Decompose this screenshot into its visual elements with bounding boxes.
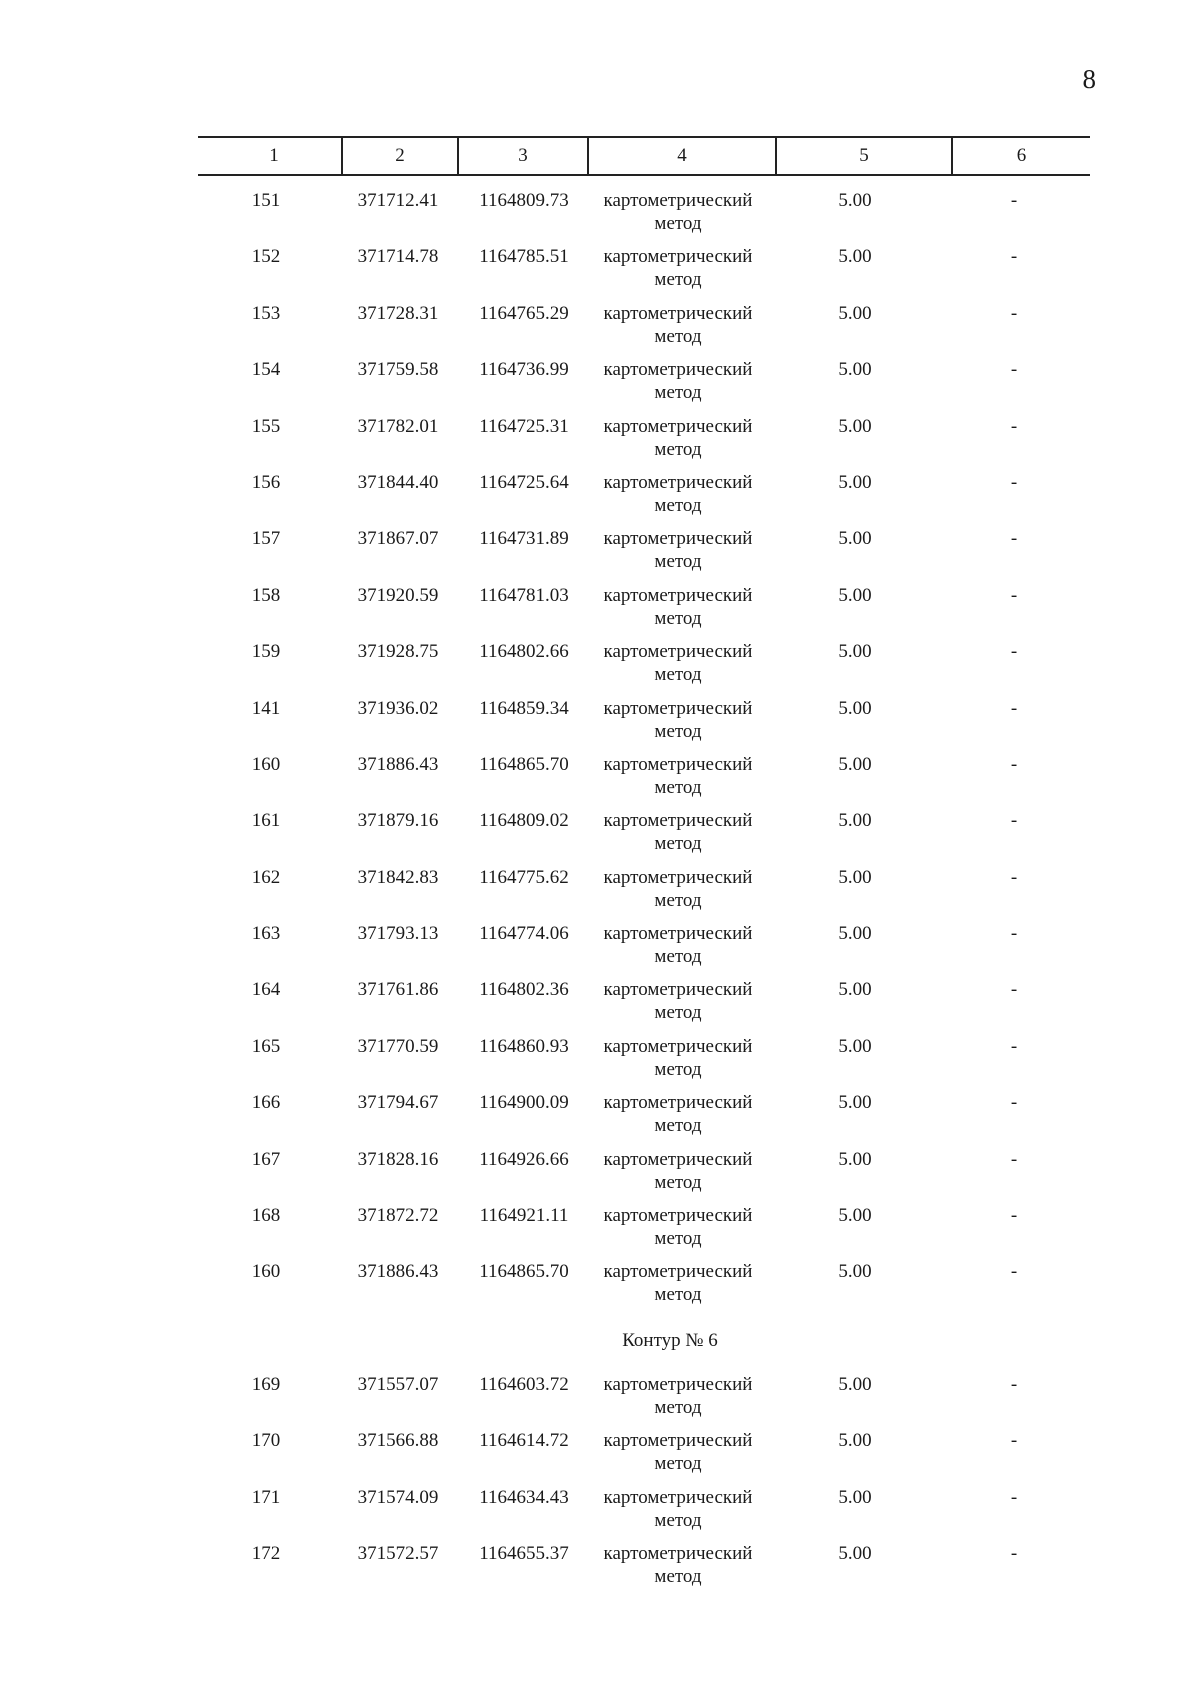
method-line-2: метод: [654, 1058, 702, 1080]
coordinate-y: 1164725.31: [479, 415, 569, 437]
method-line-1: картометрический: [603, 190, 753, 211]
method: [584, 302, 772, 348]
coordinate-x: 371712.41: [357, 190, 439, 211]
coordinate-x: 371782.01: [357, 415, 439, 437]
method: [584, 1204, 772, 1250]
coordinate-y: 1164865.70: [479, 753, 569, 775]
method-line-2: метод: [654, 664, 702, 686]
table-row: [0, 1091, 1200, 1147]
table-row: [0, 753, 1200, 809]
coordinate-y: 1164809.73: [479, 190, 569, 211]
precision: 5.00: [838, 359, 872, 381]
point-number: 154: [251, 359, 281, 381]
description: -: [1010, 359, 1018, 381]
method: [584, 358, 772, 404]
coordinate-y: 1164900.09: [479, 1092, 569, 1114]
method-line-2: метод: [654, 1228, 702, 1250]
coordinate-y: 1164785.51: [479, 246, 569, 268]
precision: 5.00: [838, 697, 872, 719]
table-row: [0, 415, 1200, 471]
description: -: [1010, 1205, 1018, 1227]
precision: 5.00: [838, 1148, 872, 1170]
table-row: [0, 866, 1200, 922]
method-line-1: картометрический: [603, 1205, 753, 1227]
precision: 5.00: [838, 415, 872, 437]
point-number: 159: [251, 641, 281, 663]
point-number: 166: [251, 1092, 281, 1114]
table-row: [0, 1148, 1200, 1204]
coordinate-x: 371557.07: [357, 1373, 439, 1395]
method-line-1: картометрический: [603, 1261, 753, 1283]
coordinate-y: 1164809.02: [479, 810, 569, 832]
table-row: [0, 245, 1200, 301]
method-line-1: картометрический: [603, 641, 753, 663]
coordinate-x: 371761.86: [357, 979, 439, 1001]
coordinate-x: 371572.57: [357, 1542, 439, 1564]
coordinate-y: 1164865.70: [479, 1261, 569, 1283]
method-line-1: картометрический: [603, 415, 753, 437]
header-col-6: 6: [1016, 145, 1027, 166]
contour-5-rows: [0, 189, 1200, 1317]
coordinate-y: 1164614.72: [479, 1430, 569, 1452]
coordinate-x: 371793.13: [357, 923, 439, 945]
method: [584, 245, 772, 291]
point-number: 165: [251, 1035, 281, 1057]
point-number: 155: [251, 415, 281, 437]
description: -: [1010, 1261, 1018, 1283]
method-line-2: метод: [654, 1171, 702, 1193]
table-row: [0, 697, 1200, 753]
method-line-1: картометрический: [603, 1373, 753, 1395]
method-line-2: метод: [654, 1002, 702, 1024]
description: -: [1010, 1542, 1018, 1564]
coordinate-y: 1164774.06: [479, 923, 569, 945]
precision: 5.00: [838, 1261, 872, 1283]
table-row: [0, 809, 1200, 865]
precision: 5.00: [838, 528, 872, 550]
coordinate-x: 371936.02: [357, 697, 439, 719]
precision: 5.00: [838, 1092, 872, 1114]
description: -: [1010, 1035, 1018, 1057]
method-line-1: картометрический: [603, 302, 753, 324]
description: -: [1010, 302, 1018, 324]
point-number: 153: [251, 302, 281, 324]
coordinate-y: 1164736.99: [479, 359, 569, 381]
coordinate-x: 371828.16: [357, 1148, 439, 1170]
point-number: 152: [251, 246, 281, 268]
coordinate-y: 1164781.03: [479, 584, 569, 606]
coordinate-y: 1164603.72: [479, 1373, 569, 1395]
point-number: 168: [251, 1205, 281, 1227]
point-number: 171: [251, 1486, 281, 1508]
point-number: 162: [251, 866, 281, 888]
table-row: [0, 1035, 1200, 1091]
precision: 5.00: [838, 584, 872, 606]
coordinate-x: 371844.40: [357, 471, 439, 493]
method: [584, 866, 772, 912]
table-row: [0, 527, 1200, 583]
precision: 5.00: [838, 190, 872, 211]
precision: 5.00: [838, 810, 872, 832]
coordinate-y: 1164921.11: [479, 1205, 569, 1227]
point-number: 169: [251, 1373, 281, 1395]
coordinate-y: 1164765.29: [479, 302, 569, 324]
coordinate-x: 371770.59: [357, 1035, 439, 1057]
method-line-2: метод: [654, 1509, 702, 1531]
description: -: [1010, 415, 1018, 437]
method-line-1: картометрический: [603, 1092, 753, 1114]
method-line-1: картометрический: [603, 246, 753, 268]
table-row: [0, 922, 1200, 978]
coordinate-x: 371759.58: [357, 359, 439, 381]
precision: 5.00: [838, 866, 872, 888]
precision: 5.00: [838, 753, 872, 775]
method: [584, 584, 772, 630]
method-line-1: картометрический: [603, 1035, 753, 1057]
method: [584, 1486, 772, 1532]
description: -: [1010, 641, 1018, 663]
precision: 5.00: [838, 1486, 872, 1508]
point-number: 158: [251, 584, 281, 606]
method-line-2: метод: [654, 325, 702, 347]
method-line-1: картометрический: [603, 1486, 753, 1508]
method-line-1: картометрический: [603, 866, 753, 888]
method-line-2: метод: [654, 607, 702, 629]
precision: 5.00: [838, 923, 872, 945]
description: -: [1010, 697, 1018, 719]
method-line-1: картометрический: [603, 753, 753, 775]
method-line-2: метод: [654, 551, 702, 573]
coordinate-x: 371920.59: [357, 584, 439, 606]
method-line-1: картометрический: [603, 979, 753, 1001]
method: [584, 640, 772, 686]
header-col-2: 2: [395, 145, 405, 166]
table-row: [0, 1486, 1200, 1542]
table-row: [0, 1542, 1200, 1598]
method-line-2: метод: [654, 1565, 702, 1587]
method-line-2: метод: [654, 833, 702, 855]
method: [584, 1260, 772, 1306]
description: -: [1010, 866, 1018, 888]
description: -: [1010, 1148, 1018, 1170]
description: -: [1010, 471, 1018, 493]
method-line-1: картометрический: [603, 697, 753, 719]
method: [584, 753, 772, 799]
method: [584, 527, 772, 573]
coordinate-y: 1164802.36: [479, 979, 569, 1001]
coordinate-x: 371574.09: [357, 1486, 439, 1508]
precision: 5.00: [838, 1205, 872, 1227]
method-line-2: метод: [654, 1453, 702, 1475]
contour-heading: [0, 1317, 1200, 1373]
table-row: [0, 358, 1200, 414]
coordinate-y: 1164731.89: [479, 528, 569, 550]
table-row: [0, 1429, 1200, 1485]
contour-6-rows: [0, 1373, 1200, 1599]
coordinate-x: 371872.72: [357, 1205, 439, 1227]
precision: 5.00: [838, 1373, 872, 1395]
point-number: 163: [251, 923, 281, 945]
description: -: [1010, 1373, 1018, 1395]
precision: 5.00: [838, 1542, 872, 1564]
coordinate-y: 1164860.93: [479, 1035, 569, 1057]
header-col-4: 4: [677, 145, 687, 166]
coordinate-x: 371842.83: [357, 866, 439, 888]
method: [584, 1542, 772, 1588]
coordinate-x: 371867.07: [357, 528, 439, 550]
coordinate-x: 371886.43: [357, 1261, 439, 1283]
method-line-1: картометрический: [603, 1430, 753, 1452]
method: [584, 697, 772, 743]
page-number: 8: [1082, 64, 1096, 94]
table-row: [0, 302, 1200, 358]
coordinate-x: 371714.78: [357, 246, 439, 268]
method-line-2: метод: [654, 269, 702, 291]
method-line-1: картометрический: [603, 359, 753, 381]
method: [584, 1148, 772, 1194]
method-line-2: метод: [654, 889, 702, 911]
method: [584, 922, 772, 968]
contour-title: Контур № 6: [622, 1329, 718, 1351]
method-line-1: картометрический: [603, 1542, 753, 1564]
table-row: [0, 978, 1200, 1034]
coordinate-x: 371879.16: [357, 810, 439, 832]
coordinate-y: 1164655.37: [479, 1542, 569, 1564]
description: -: [1010, 1430, 1018, 1452]
coordinate-x: 371928.75: [357, 641, 439, 663]
table-row: [0, 1204, 1200, 1260]
point-number: 161: [251, 810, 281, 832]
precision: 5.00: [838, 471, 872, 493]
precision: 5.00: [838, 302, 872, 324]
method-line-2: метод: [654, 382, 702, 404]
method: [584, 415, 772, 461]
point-number: 157: [251, 528, 281, 550]
coordinate-x: 371886.43: [357, 753, 439, 775]
table-row: [0, 640, 1200, 696]
point-number: 170: [251, 1430, 281, 1452]
method-line-1: картометрический: [603, 810, 753, 832]
coordinate-y: 1164634.43: [479, 1486, 569, 1508]
coordinate-y: 1164802.66: [479, 641, 569, 663]
point-number: 172: [251, 1542, 281, 1564]
point-number: 164: [251, 979, 281, 1001]
method-line-2: метод: [654, 438, 702, 460]
method-line-1: картометрический: [603, 923, 753, 945]
coordinate-y: 1164859.34: [479, 697, 569, 719]
description: -: [1010, 246, 1018, 268]
description: -: [1010, 190, 1018, 211]
point-number: 141: [251, 697, 281, 719]
coordinate-x: 371566.88: [357, 1430, 439, 1452]
table-row: [0, 1260, 1200, 1316]
method-line-2: метод: [654, 946, 702, 968]
point-number: 167: [251, 1148, 281, 1170]
method: [584, 189, 772, 235]
coordinates-table-body: [0, 189, 1200, 1598]
method: [584, 809, 772, 855]
coordinate-y: 1164775.62: [479, 866, 569, 888]
coordinate-y: 1164926.66: [479, 1148, 569, 1170]
precision: 5.00: [838, 979, 872, 1001]
header-col-1: 1: [269, 145, 279, 166]
description: -: [1010, 1486, 1018, 1508]
method-line-1: картометрический: [603, 584, 753, 606]
description: -: [1010, 810, 1018, 832]
description: -: [1010, 923, 1018, 945]
precision: 5.00: [838, 246, 872, 268]
point-number: 160: [251, 1261, 281, 1283]
method-line-2: метод: [654, 494, 702, 516]
description: -: [1010, 753, 1018, 775]
method-line-2: метод: [654, 213, 702, 234]
point-number: 151: [251, 190, 281, 211]
coordinate-x: 371728.31: [357, 302, 439, 324]
header-col-3: 3: [518, 145, 528, 166]
precision: 5.00: [838, 1430, 872, 1452]
coordinate-y: 1164725.64: [479, 471, 569, 493]
method-line-2: метод: [654, 1284, 702, 1306]
table-row: [0, 189, 1200, 245]
point-number: 160: [251, 753, 281, 775]
coordinate-x: 371794.67: [357, 1092, 439, 1114]
table-row: [0, 471, 1200, 527]
table-row: [0, 1373, 1200, 1429]
precision: 5.00: [838, 1035, 872, 1057]
method: [584, 1091, 772, 1137]
header-col-5: 5: [859, 145, 869, 166]
precision: 5.00: [838, 641, 872, 663]
method-line-1: картометрический: [603, 1148, 753, 1170]
method: [584, 1035, 772, 1081]
method: [584, 1429, 772, 1475]
point-number: 156: [251, 471, 281, 493]
table-header: [198, 136, 1090, 176]
method-line-2: метод: [654, 1396, 702, 1418]
method-line-2: метод: [654, 1115, 702, 1137]
description: -: [1010, 584, 1018, 606]
method-line-1: картометрический: [603, 528, 753, 550]
description: -: [1010, 528, 1018, 550]
description: -: [1010, 979, 1018, 1001]
method: [584, 471, 772, 517]
method: [584, 1373, 772, 1419]
method-line-2: метод: [654, 776, 702, 798]
table-row: [0, 584, 1200, 640]
description: -: [1010, 1092, 1018, 1114]
method-line-1: картометрический: [603, 471, 753, 493]
method: [584, 978, 772, 1024]
method-line-2: метод: [654, 720, 702, 742]
